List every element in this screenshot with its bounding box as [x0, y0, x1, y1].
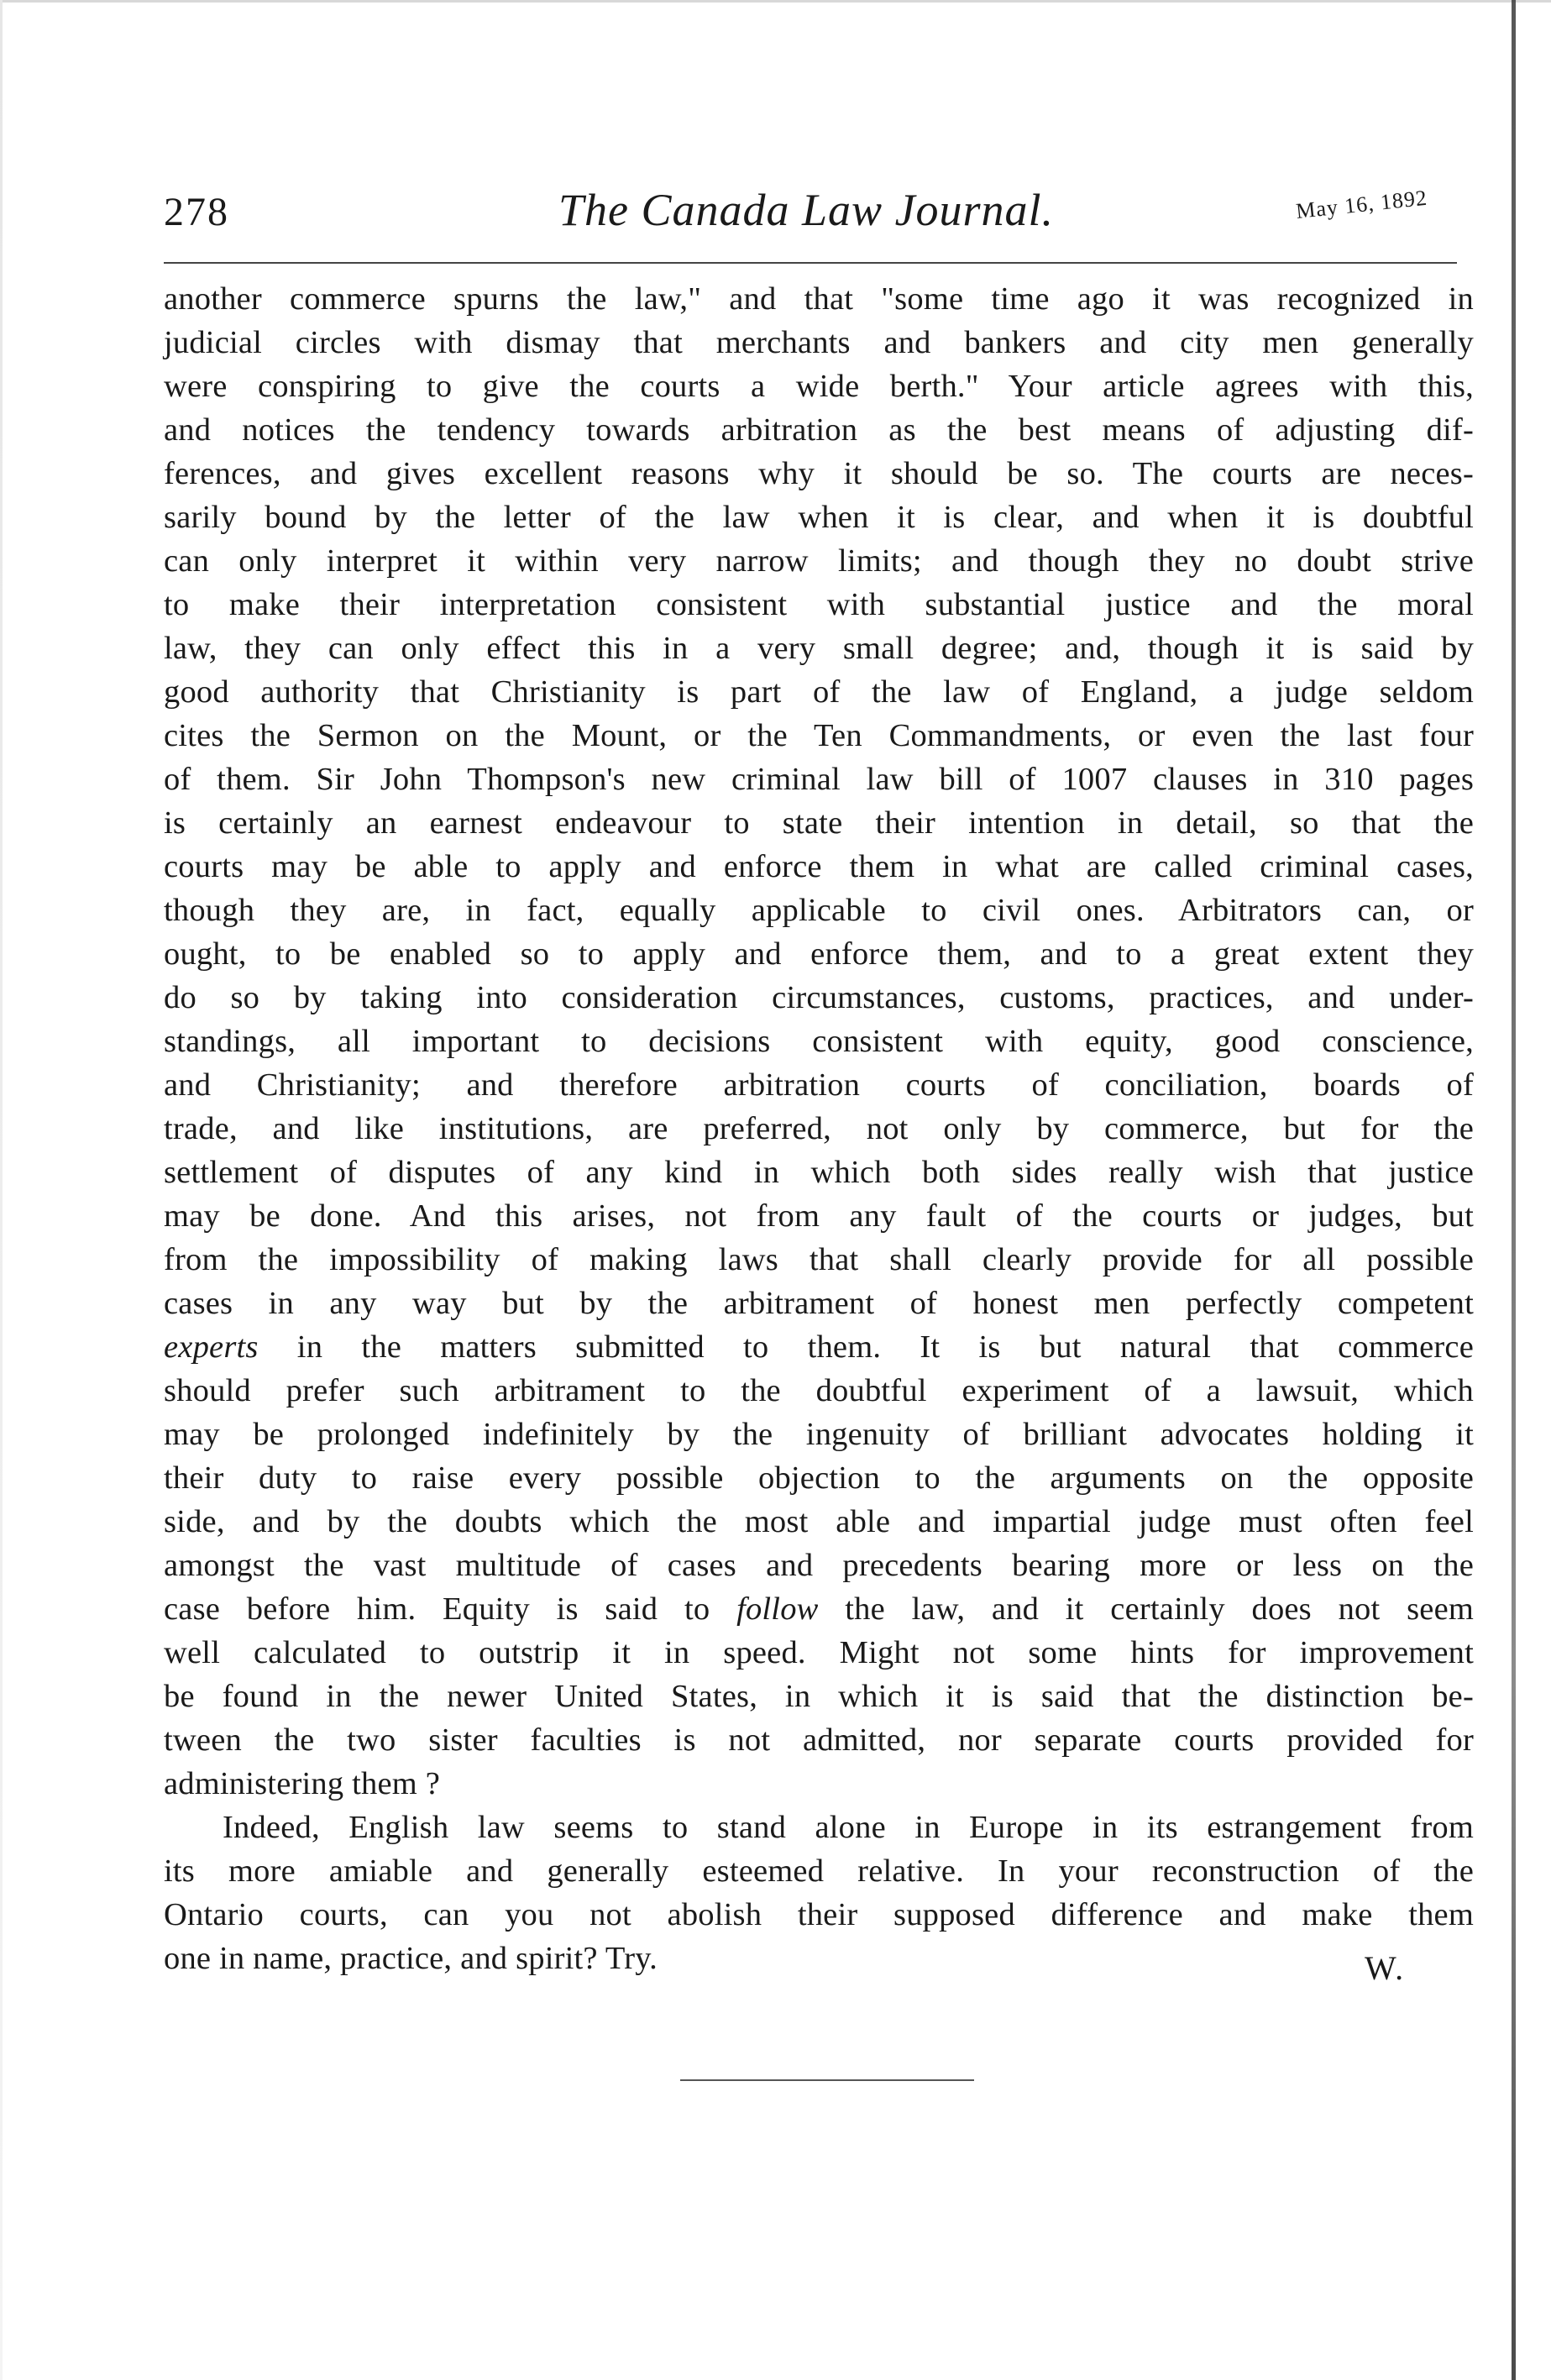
text-line: amongst the vast multitude of cases and precedents bearing more or less on the: [164, 1548, 1474, 1583]
italic-word: follow: [736, 1591, 819, 1627]
paragraph-2: [164, 1806, 1474, 1980]
scan-edge-left: [0, 0, 3, 2380]
text-line: trade, and like institutions, are preferred, not only by commerce, but for the: [164, 1111, 1474, 1146]
text-line: standings, all important to decisions consistent with equity, good conscience,: [164, 1024, 1474, 1059]
text-line: another commerce spurns the law," and that "some time ago it was recognized in: [164, 281, 1474, 317]
text-line: settlement of disputes of any kind in which both sides really wish that justice: [164, 1155, 1474, 1190]
text-line: [164, 1587, 1474, 1631]
text-line: [164, 1325, 1474, 1369]
text-line: ferences, and gives excellent reasons why it should be so. The courts are neces-: [164, 456, 1474, 491]
text-line: do so by taking into consideration circumstances, customs, practices, and under-: [164, 980, 1474, 1015]
page-header: [164, 181, 1474, 248]
text-line: cites the Sermon on the Mount, or the Ten Commandments, or even the last four: [164, 718, 1474, 753]
text-line: their duty to raise every possible objection to the arguments on the opposite: [164, 1460, 1474, 1496]
text-line: be found in the newer United States, in which it is said that the distinction be-: [164, 1679, 1474, 1714]
text-line: its more amiable and generally esteemed relative. In your reconstruction of the: [164, 1853, 1474, 1889]
text-line: is certainly an earnest endeavour to state their intention in detail, so that the: [164, 805, 1474, 841]
text-line: may be done. And this arises, not from any fault of the courts or judges, but: [164, 1198, 1474, 1234]
text-line: tween the two sister faculties is not admitted, nor separate courts provided for: [164, 1722, 1474, 1758]
article-body: [164, 277, 1474, 1980]
text-line: law, they can only effect this in a very small degree; and, though it is said by: [164, 631, 1474, 666]
text-line: and notices the tendency towards arbitration as the best means of adjusting dif-: [164, 412, 1474, 448]
text-line: of them. Sir John Thompson's new criminal law bill of 1007 clauses in 310 pages: [164, 762, 1474, 797]
scan-edge-top: [0, 0, 1551, 3]
text-line: one in name, practice, and spirit? Try.: [164, 1941, 658, 1976]
text-line: were conspiring to give the courts a wide berth." Your article agrees with this,: [164, 369, 1474, 404]
text-line: administering them ?: [164, 1766, 441, 1801]
text-line: well calculated to outstrip it in speed. Might not some hints for improvement: [164, 1635, 1474, 1670]
journal-title: The Canada Law Journal.: [558, 185, 1055, 235]
scan-edge-right: [1512, 0, 1516, 2380]
text-line: Ontario courts, can you not abolish their supposed difference and make them: [164, 1897, 1474, 1932]
text-line: side, and by the doubts which the most able and impartial judge must often feel: [164, 1504, 1474, 1539]
text-line: cases in any way but by the arbitrament of honest men perfectly competent: [164, 1286, 1474, 1321]
text-line: courts may be able to apply and enforce them in what are called criminal cases,: [164, 849, 1474, 884]
author-signature: W.: [1365, 1949, 1406, 1987]
text-line: should prefer such arbitrament to the doubtful experiment of a lawsuit, which: [164, 1373, 1474, 1408]
text-fragment: the law, and it certainly does not seem: [845, 1591, 1475, 1627]
issue-date: May 16, 1892: [1294, 185, 1429, 224]
text-line: and Christianity; and therefore arbitration courts of conciliation, boards of: [164, 1067, 1474, 1103]
text-line: though they are, in fact, equally applicable to civil ones. Arbitrators can, or: [164, 893, 1474, 928]
text-line: to make their interpretation consistent with substantial justice and the moral: [164, 587, 1474, 622]
text-line: sarily bound by the letter of the law when it is clear, and when it is doubtful: [164, 500, 1474, 535]
text-line: from the impossibility of making laws that shall clearly provide for all possible: [164, 1242, 1474, 1277]
text-line: good authority that Christianity is part of the law of England, a judge seldom: [164, 674, 1474, 710]
paragraph-1: [164, 277, 1474, 1806]
text-line: ought, to be enabled so to apply and enforce them, and to a great extent they: [164, 936, 1474, 972]
text-line: can only interpret it within very narrow limits; and though they no doubt strive: [164, 543, 1474, 579]
header-rule: [164, 262, 1457, 264]
italic-word: experts: [164, 1329, 259, 1365]
text-line: may be prolonged indefinitely by the ingenuity of brilliant advocates holding it: [164, 1417, 1474, 1452]
text-fragment: in the matters submitted to them. It is but natural that commerce: [296, 1329, 1474, 1365]
page-number: 278: [164, 190, 229, 234]
text-line: judicial circles with dismay that merchants and bankers and city men generally: [164, 325, 1474, 360]
text-line: Indeed, English law seems to stand alone in Europe in its estrangement from: [223, 1810, 1474, 1845]
footer-rule: [680, 2079, 974, 2081]
text-fragment: case before him. Equity is said to: [164, 1591, 710, 1627]
